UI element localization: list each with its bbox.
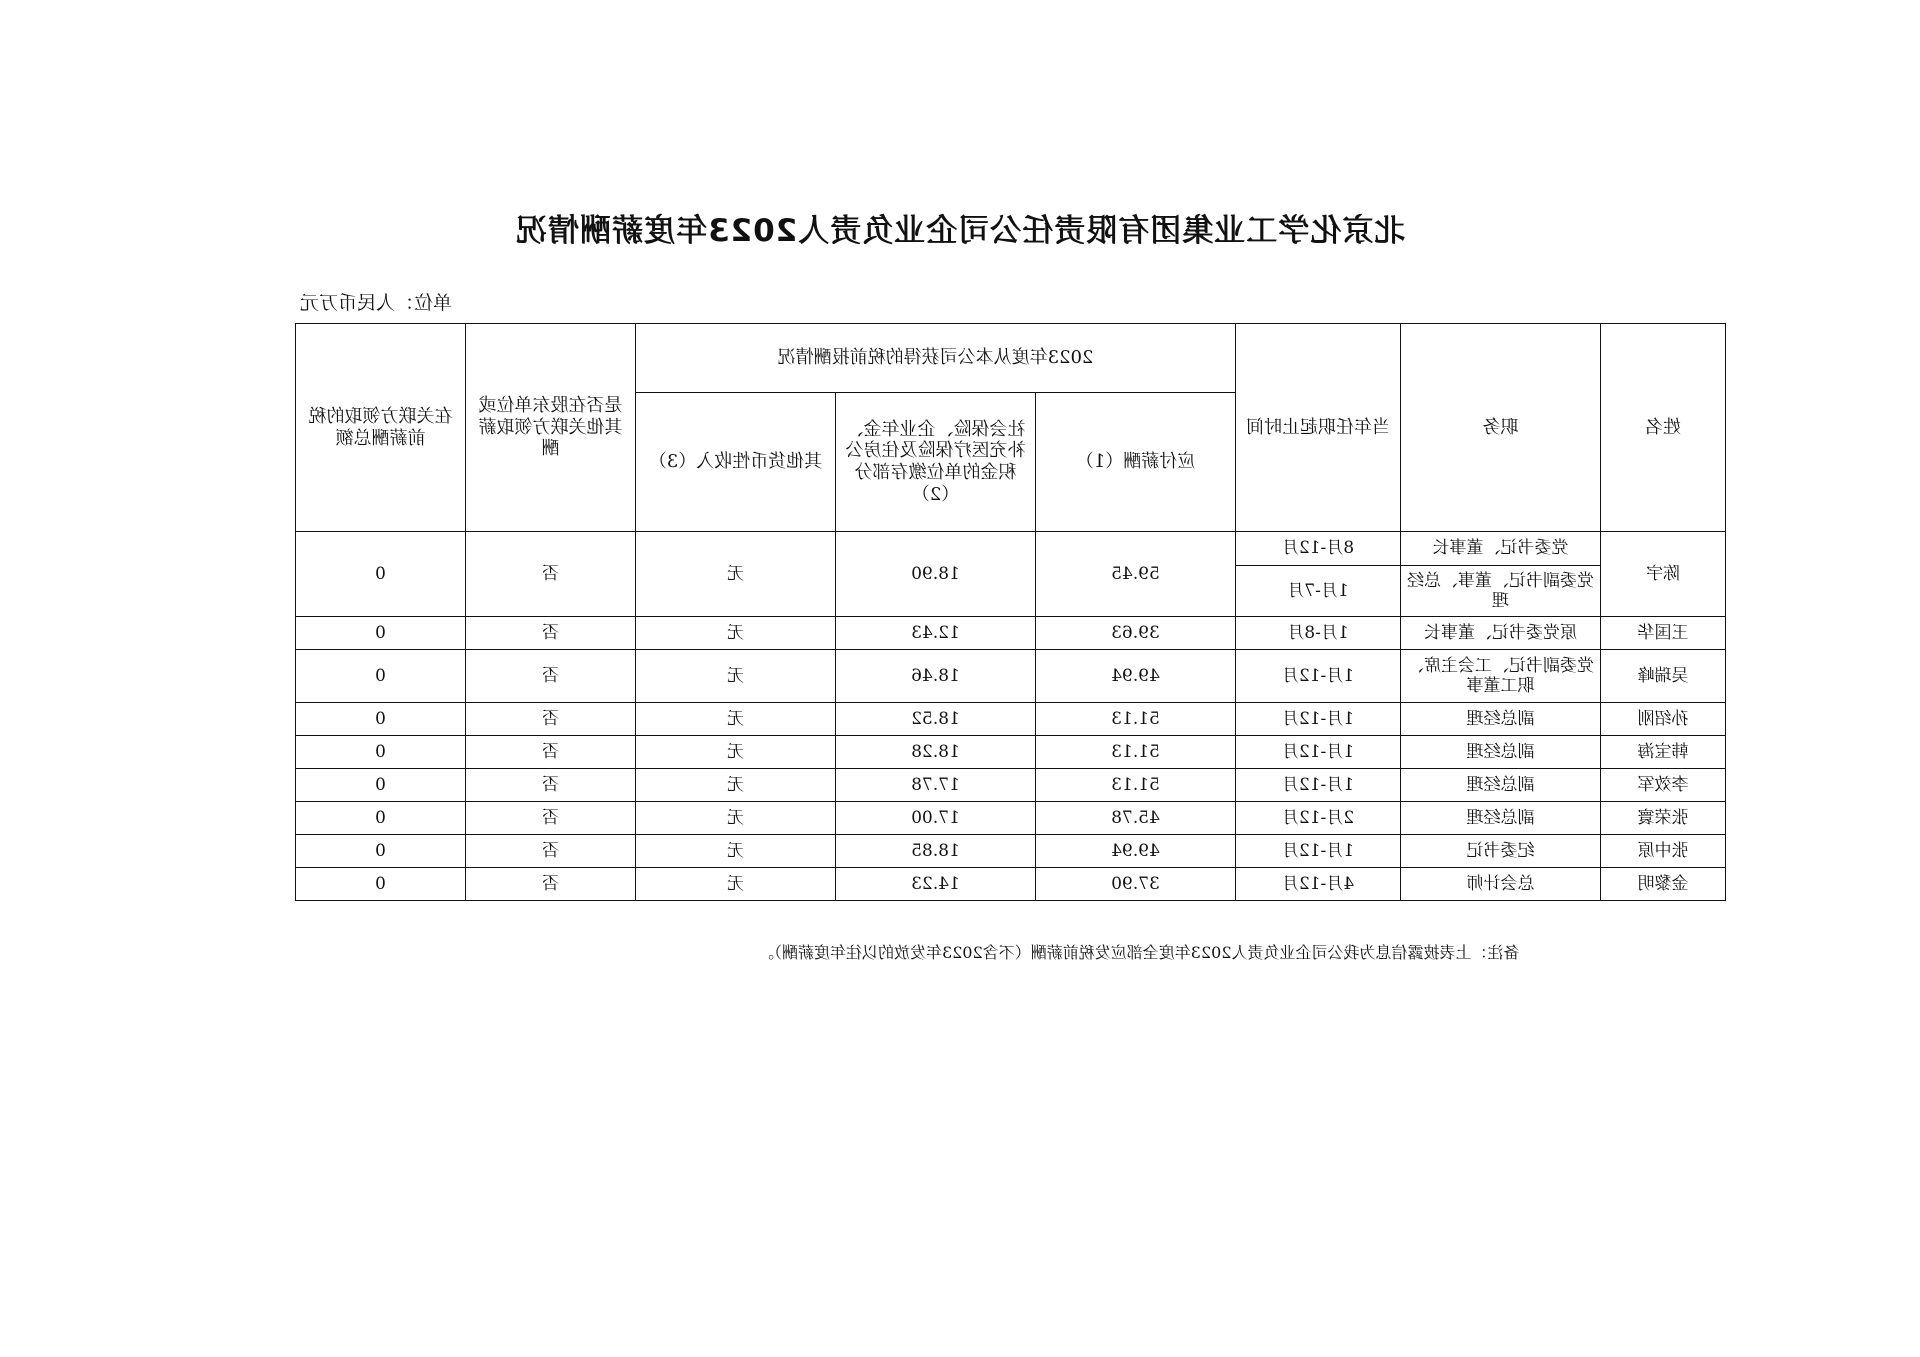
insurance-cell: 18.46 — [836, 650, 1036, 703]
header-other: 其他货币性收入（3） — [636, 393, 836, 532]
name-cell: 吴瑞峰 — [1601, 650, 1726, 703]
name-cell: 张中原 — [1601, 835, 1726, 868]
other-cell: 无 — [636, 868, 836, 901]
table-row — [296, 617, 1726, 650]
tenure-cell: 4月-12月 — [1236, 868, 1401, 901]
salary-cell: 49.94 — [1036, 835, 1236, 868]
related-total-cell: 0 — [296, 868, 466, 901]
other-cell: 无 — [636, 532, 836, 617]
position-cell: 副总经理 — [1401, 703, 1601, 736]
position-cell: 党委副书记、工会主席、职工董事 — [1401, 650, 1601, 703]
salary-cell: 37.90 — [1036, 868, 1236, 901]
position-cell: 原党委书记、董事长 — [1401, 617, 1601, 650]
table-row — [296, 835, 1726, 868]
related-total-cell: 0 — [296, 617, 466, 650]
name-cell: 王国华 — [1601, 617, 1726, 650]
other-cell: 无 — [636, 703, 836, 736]
salary-cell: 51.13 — [1036, 769, 1236, 802]
tenure-cell: 1月-12月 — [1236, 650, 1401, 703]
name-cell: 陈宇 — [1601, 532, 1726, 617]
related-cell: 否 — [466, 617, 636, 650]
related-cell: 否 — [466, 532, 636, 617]
related-total-cell: 0 — [296, 835, 466, 868]
salary-cell: 51.13 — [1036, 736, 1236, 769]
table-row — [296, 703, 1726, 736]
header-insurance: 社会保险、企业年金、补充医疗保险及住房公积金的单位缴存部分（2） — [836, 393, 1036, 532]
tenure-cell: 1月-12月 — [1236, 835, 1401, 868]
header-related-total: 在关联方领取的税前薪酬总额 — [296, 324, 466, 532]
table-row — [296, 769, 1726, 802]
insurance-cell: 14.23 — [836, 868, 1036, 901]
salary-cell: 45.78 — [1036, 802, 1236, 835]
salary-cell: 59.45 — [1036, 532, 1236, 617]
position-cell: 党委副书记、董事、总经理 — [1401, 566, 1601, 617]
table-row — [296, 868, 1726, 901]
salary-cell: 39.63 — [1036, 617, 1236, 650]
header-group: 2023年度从本公司获得的税前报酬情况 — [636, 324, 1236, 393]
table-row — [296, 532, 1726, 566]
header-related: 是否在股东单位或其他关联方领取薪酬 — [466, 324, 636, 532]
unit-label: 单位：人民币万元 — [300, 292, 453, 314]
related-total-cell: 0 — [296, 736, 466, 769]
tenure-cell: 1月-12月 — [1236, 703, 1401, 736]
insurance-cell: 12.43 — [836, 617, 1036, 650]
table-row — [296, 736, 1726, 769]
name-cell: 韩宝海 — [1601, 736, 1726, 769]
related-cell: 否 — [466, 650, 636, 703]
position-cell: 副总经理 — [1401, 736, 1601, 769]
header-position: 职务 — [1401, 324, 1601, 532]
name-cell: 张荣寰 — [1601, 802, 1726, 835]
position-cell: 党委书记、董事长 — [1401, 532, 1601, 566]
insurance-cell: 18.90 — [836, 532, 1036, 617]
insurance-cell: 18.28 — [836, 736, 1036, 769]
insurance-cell: 17.78 — [836, 769, 1036, 802]
position-cell: 副总经理 — [1401, 802, 1601, 835]
tenure-cell: 1月-8月 — [1236, 617, 1401, 650]
tenure-cell: 2月-12月 — [1236, 802, 1401, 835]
related-total-cell: 0 — [296, 802, 466, 835]
other-cell: 无 — [636, 802, 836, 835]
other-cell: 无 — [636, 835, 836, 868]
related-cell: 否 — [466, 703, 636, 736]
table-row — [296, 650, 1726, 703]
position-cell: 纪委书记 — [1401, 835, 1601, 868]
related-total-cell: 0 — [296, 769, 466, 802]
related-total-cell: 0 — [296, 532, 466, 617]
name-cell: 金黎明 — [1601, 868, 1726, 901]
tenure-cell: 1月-7月 — [1236, 566, 1401, 617]
related-cell: 否 — [466, 802, 636, 835]
name-cell: 孙绍刚 — [1601, 703, 1726, 736]
tenure-cell: 1月-12月 — [1236, 769, 1401, 802]
salary-table — [295, 323, 1726, 901]
related-cell: 否 — [466, 835, 636, 868]
insurance-cell: 18.52 — [836, 703, 1036, 736]
salary-cell: 51.13 — [1036, 703, 1236, 736]
related-cell: 否 — [466, 868, 636, 901]
related-cell: 否 — [466, 736, 636, 769]
other-cell: 无 — [636, 617, 836, 650]
other-cell: 无 — [636, 650, 836, 703]
header-row — [296, 324, 1726, 393]
insurance-cell: 17.00 — [836, 802, 1036, 835]
related-cell: 否 — [466, 769, 636, 802]
position-cell: 副总经理 — [1401, 769, 1601, 802]
insurance-cell: 18.85 — [836, 835, 1036, 868]
other-cell: 无 — [636, 736, 836, 769]
salary-cell: 49.94 — [1036, 650, 1236, 703]
tenure-cell: 8月-12月 — [1236, 532, 1401, 566]
header-salary: 应付薪酬（1） — [1036, 393, 1236, 532]
position-cell: 总会计师 — [1401, 868, 1601, 901]
header-tenure: 当年任职起止时间 — [1236, 324, 1401, 532]
related-total-cell: 0 — [296, 650, 466, 703]
document-title: 北京化学工业集团有限责任公司企业负责人2023年度薪酬情况 — [514, 213, 1406, 249]
other-cell: 无 — [636, 769, 836, 802]
name-cell: 李效军 — [1601, 769, 1726, 802]
header-name: 姓名 — [1601, 324, 1726, 532]
related-total-cell: 0 — [296, 703, 466, 736]
footnote: 备注：上表披露信息为我公司企业负责人2023年度全部应发税前薪酬（不含2023年发放的以往年度薪酬）。 — [758, 943, 1520, 962]
table-row — [296, 802, 1726, 835]
tenure-cell: 1月-12月 — [1236, 736, 1401, 769]
